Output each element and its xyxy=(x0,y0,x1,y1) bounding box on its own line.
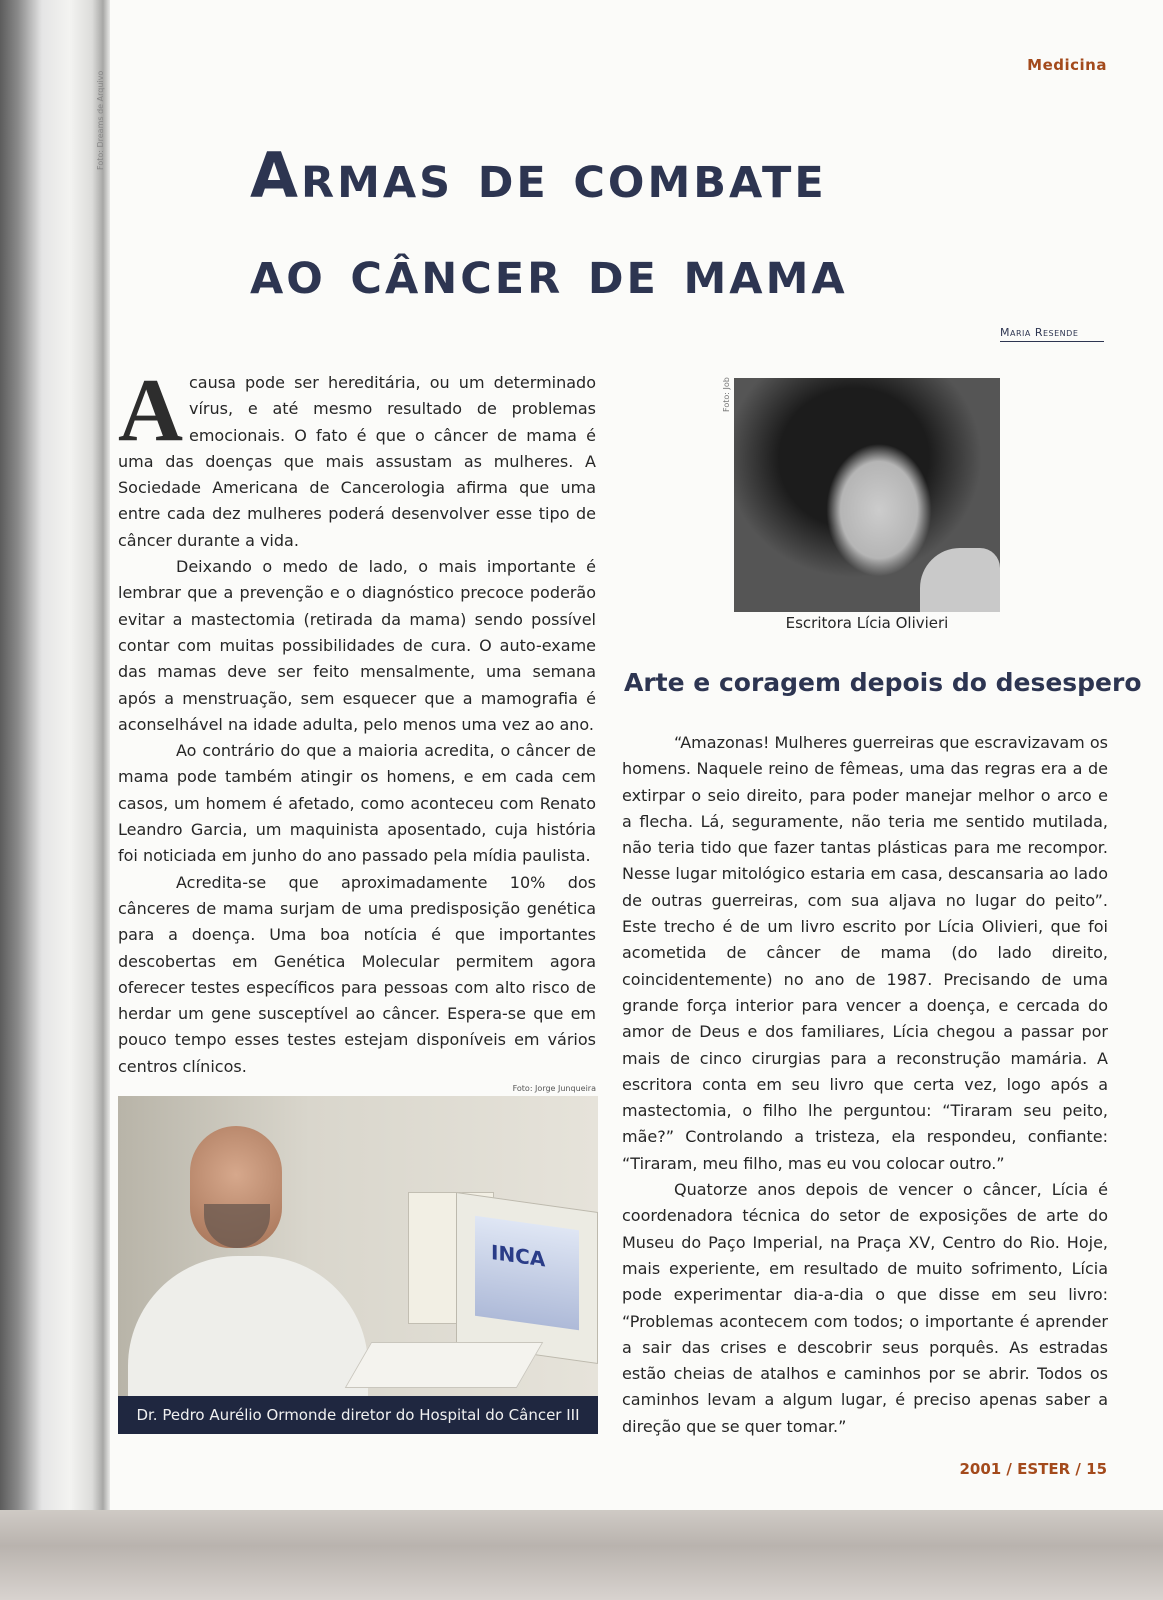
monitor-screen xyxy=(475,1216,579,1331)
author-photo-credit: Foto: Job xyxy=(722,377,731,412)
doctor-photo xyxy=(118,1096,598,1396)
computer-monitor xyxy=(456,1192,598,1364)
paragraph-2: Deixando o medo de lado, o mais importante é lembrar que a prevenção e o diagnóstico precoce poderão evitar a mastectomia (retirada da mama) sendo possível contar com muitas possibilidades de cura. O auto-exame das mamas deve ser feito mensalmente, uma semana após a menstruação, sem esquecer que a mamografia é aconselhável na idade adulta, pelo menos uma vez ao ano. xyxy=(118,557,596,734)
subheading: Arte e coragem depois do desespero xyxy=(624,668,1142,697)
doctor-photo-caption: Dr. Pedro Aurélio Ormonde diretor do Hospital do Câncer III xyxy=(118,1396,598,1434)
page-folio: 2001 / ESTER / 15 xyxy=(959,1460,1107,1478)
right-paragraph-1: “Amazonas! Mulheres guerreiras que escravizavam os homens. Naquele reino de fêmeas, uma das regras era a de extirpar o seio direito, para poder manejar melhor o arco e a flecha. Lá, seguramente, não teria me sentido mutilada, não teria tido que fazer tantas plásticas para me recompor. Nesse lugar mitológico estaria em casa, descansaria ao lado de outras guerreiras, com sua aljava no lugar do peito”. Este trecho é de um livro escrito por Lícia Olivieri, que foi acometida de câncer de mama (do lado direito, coincidentemente) no ano de 1987. Precisando de uma grande força interior para vencer a doença, e cercada do amor de Deus e dos familiares, Lícia chegou a passar por mais de cinco cirurgias para a reconstrução mamária. A escritora conta em seu livro que certa vez, logo após a mastectomia, o filho lhe perguntou: “Tiraram seu peito, mãe?” Controlando a tristeza, ela respondeu, confiante: “Tiraram, meu filho, mas eu vou colocar outro.” xyxy=(622,733,1108,1173)
right-paragraph-2: Quatorze anos depois de vencer o câncer, Lícia é coordenadora técnica do setor de exposições de arte do Museu do Paço Imperial, na Praça XV, Centro do Rio. Hoje, mais experiente, em resultado de muito sofrimento, Lícia pode experimentar dia-a-dia o que disse em seu livro: “Problemas acontecem com todos; o importante é aprender a sair das crises e descobrir seus porquês. As estradas estão cheias de atalhos e caminhos por se abrir. Todos os caminhos levam a algum lugar, é preciso apenas saber a direção que se quer tomar.” xyxy=(622,1180,1108,1436)
scan-bottom-edge xyxy=(0,1510,1163,1600)
author-photo-hand xyxy=(920,548,1000,612)
spine-photo-credit: Foto: Dreams de Arquivo xyxy=(96,70,105,170)
page-spine-shadow xyxy=(0,0,110,1510)
byline: Maria Resende xyxy=(1000,326,1104,342)
author-photo xyxy=(734,378,1000,612)
headline xyxy=(250,128,1010,320)
paragraph-1 xyxy=(118,361,596,554)
section-label: Medicina xyxy=(1027,56,1107,74)
paragraph-3: Ao contrário do que a maioria acredita, o câncer de mama pode também atingir os homens, e em cada cem casos, um homem é afetado, como aconteceu com Renato Leandro Garcia, um maquinista aposentado, cuja história foi noticiada em junho do ano passado pela mídia paulista. xyxy=(118,741,596,866)
author-photo-caption: Escritora Lícia Olivieri xyxy=(785,614,949,632)
left-column xyxy=(118,361,596,1080)
paragraph-4: Acredita-se que aproximadamente 10% dos cânceres de mama surjam de uma predisposição genética para a doença. Uma boa notícia é que importantes descobertas em Genética Molecular permitem agora oferecer testes específicos para pessoas com alto risco de herdar um gene susceptível ao câncer. Espera-se que em pouco tempo esses testes estejam disponíveis em vários centros clínicos. xyxy=(118,872,596,1076)
screen-logo: INCA xyxy=(491,1239,546,1272)
doctor-coat xyxy=(128,1256,368,1396)
right-column xyxy=(622,730,1108,1440)
keyboard xyxy=(345,1342,544,1388)
headline-line-2: ao câncer de mama xyxy=(250,235,848,308)
headline-line-1: Armas de combate xyxy=(250,139,827,212)
paragraph-1-text: causa pode ser hereditária, ou um determinado vírus, e até mesmo resultado de problemas emocionais. O fato é que o câncer de mama é uma das doenças que mais assustam as mulheres. A Sociedade Americana de Cancerologia afirma que uma entre cada dez mulheres poderá desenvolver esse tipo de câncer durante a vida. xyxy=(118,373,596,550)
doctor-photo-credit: Foto: Jorge Junqueira xyxy=(512,1084,596,1093)
dropcap: A xyxy=(118,361,183,460)
